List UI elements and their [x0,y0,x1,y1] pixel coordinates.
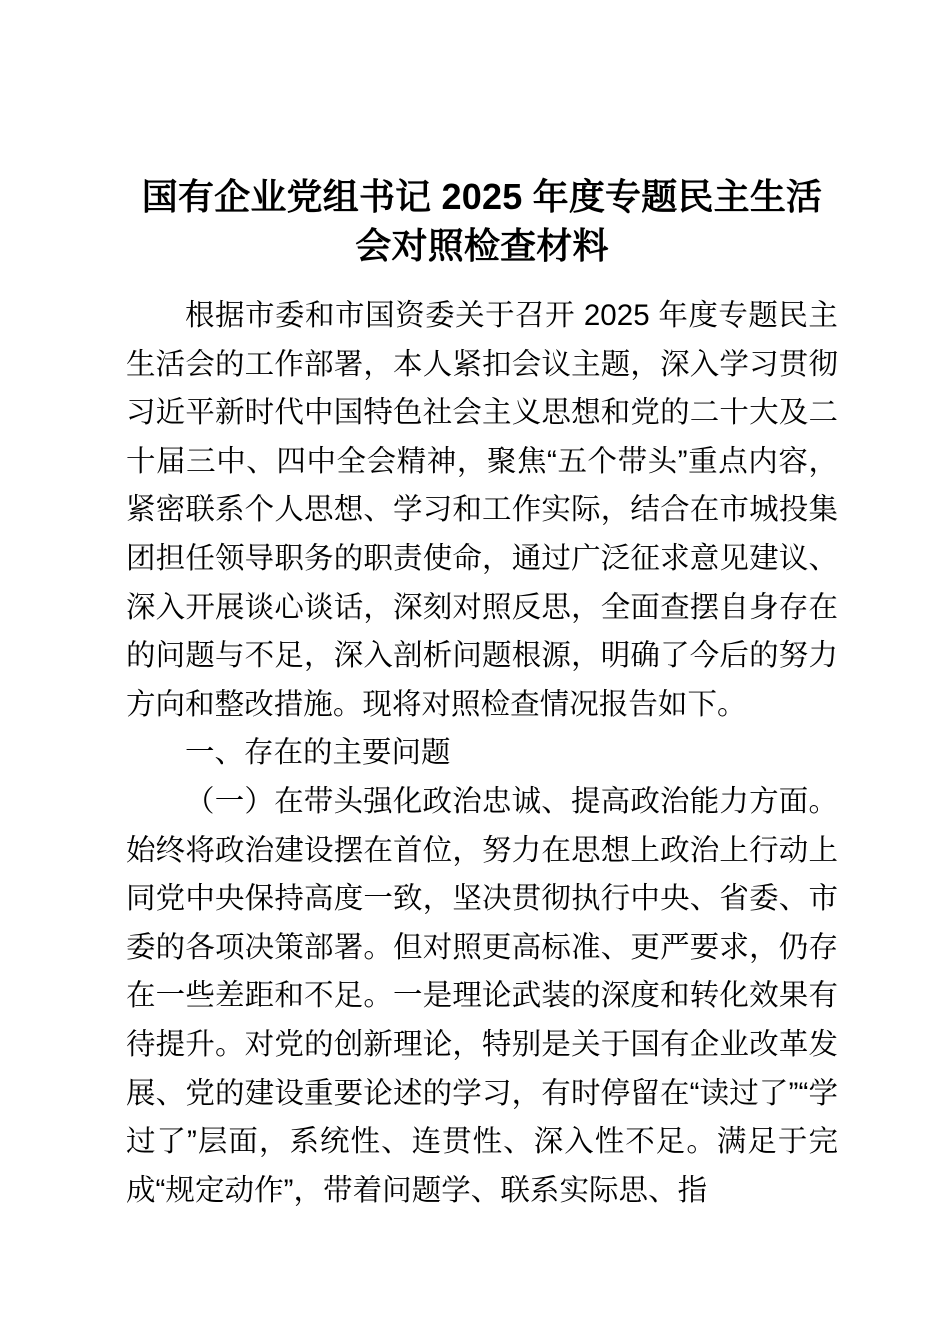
page-title: 国有企业党组书记 2025 年度专题民主生活会对照检查材料 [141,176,823,266]
section-heading-one: 一、存在的主要问题 [185,736,451,770]
paragraph-section-one-item-one: （一）在带头强化政治忠诚、提高政治能力方面。始终将政治建设摆在首位，努力在思想上政治上行动上同党中央保持高度一致，坚决贯彻执行中央、省委、市委的各项决策部署。但对照更高标准、更严要求，仍存在一些差距和不足。一是理论武装的深度和转化效果有待提升。对党的创新理论，特别是关于国有企业改革发展、党的建设重要论述的学习，有时停留在“读过了”“学过了”层面，系统性、连贯性、深入性不足。满足于完成“规定动作”，带着问题学、联系实际思、指 [126,784,838,1207]
paragraph-intro: 根据市委和市国资委关于召开 2025 年度专题民主生活会的工作部署，本人紧扣会议主题，深入学习贯彻习近平新时代中国特色社会主义思想和党的二十大及二十届三中、四中全会精神，聚焦“五个带头”重点内容，紧密联系个人思想、学习和工作实际，结合在市城投集团担任领导职务的职责使命，通过广泛征求意见建议、深入开展谈心谈话，深刻对照反思，全面查摆自身存在的问题与不足，深入剖析问题根源，明确了今后的努力方向和整改措施。现将对照检查情况报告如下。 [126,299,838,721]
document-body [126,172,838,1215]
